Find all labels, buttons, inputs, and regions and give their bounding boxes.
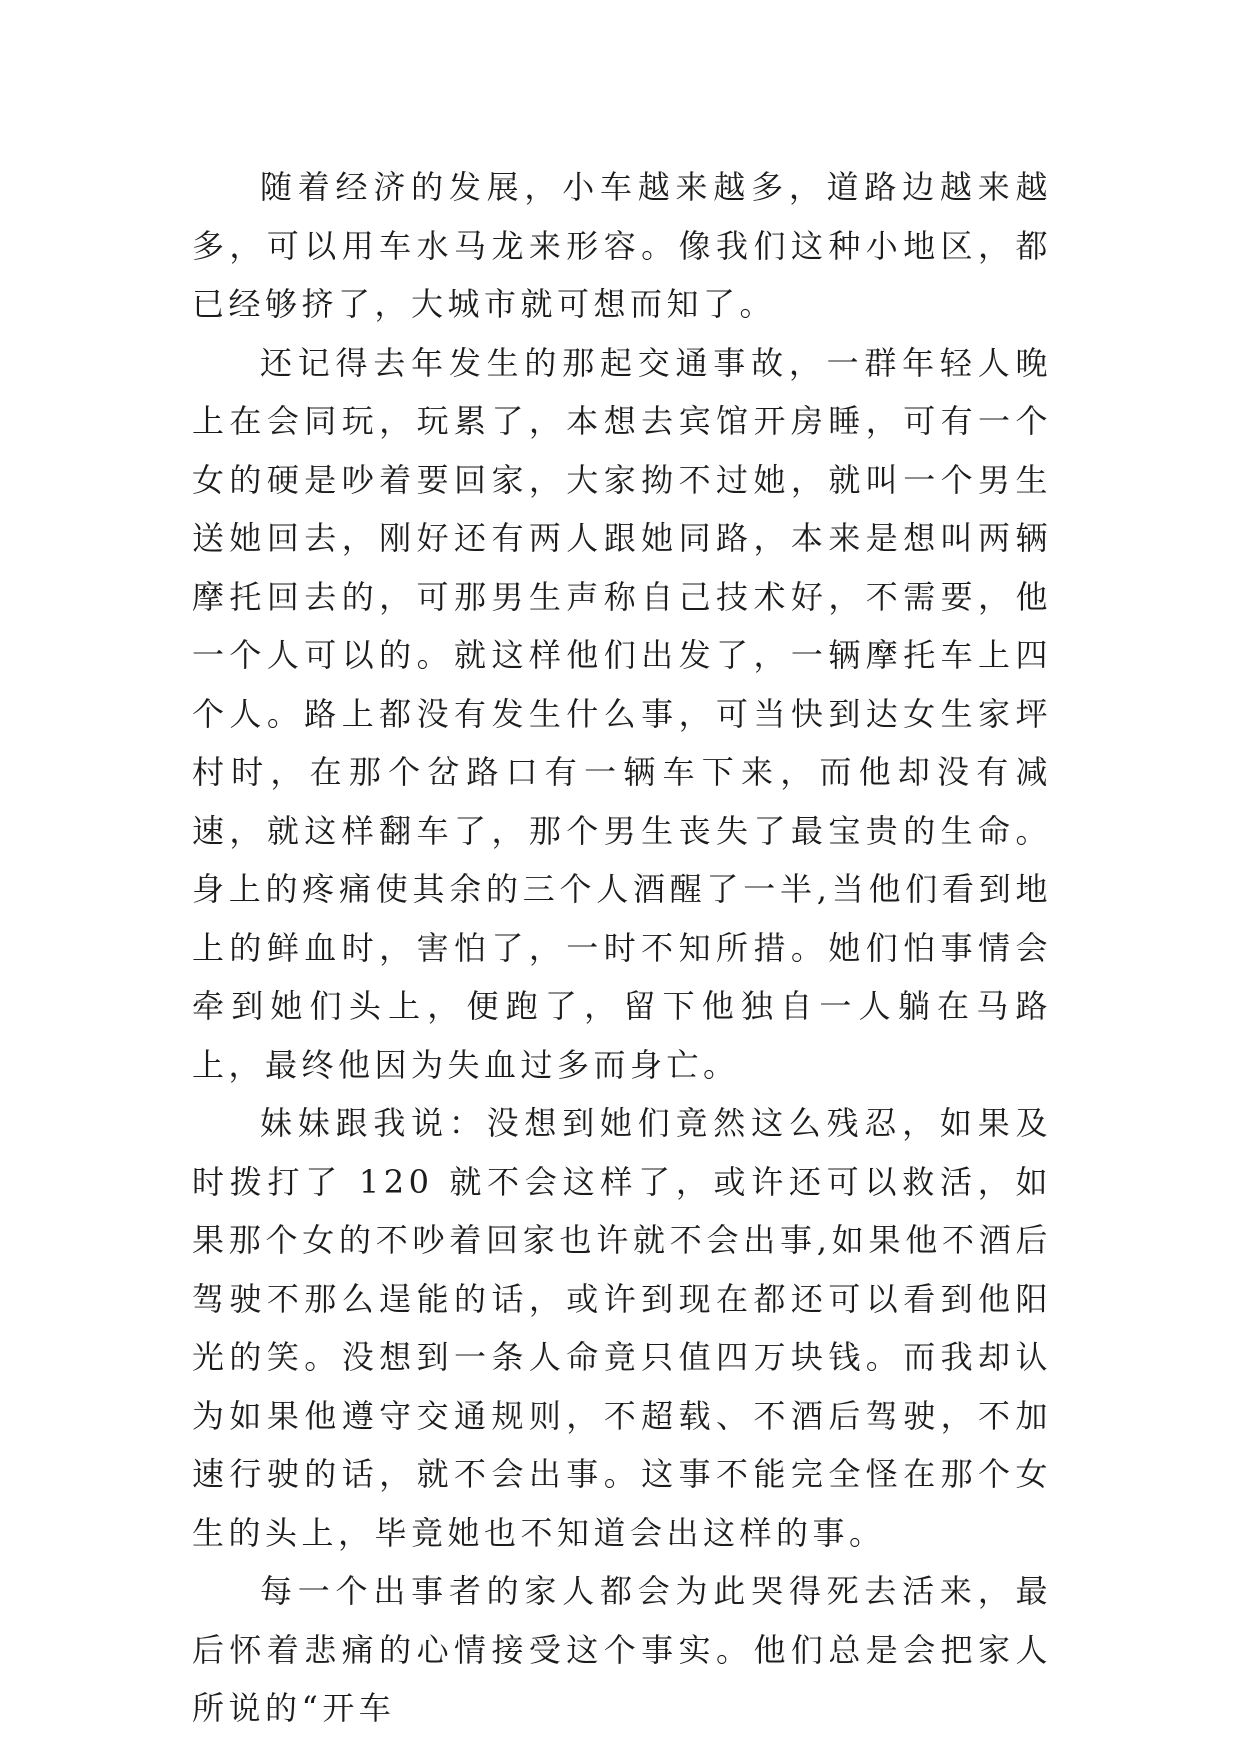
paragraph-4: 每一个出事者的家人都会为此哭得死去活来，最后怀着悲痛的心情接受这个事实。他们总是会把家人所说的“开车	[192, 1572, 1052, 1727]
paragraph-1: 随着经济的发展，小车越来越多，道路边越来越多，可以用车水马龙来形容。像我们这种小地区，都已经够挤了，大城市就可想而知了。	[192, 168, 1052, 323]
document-body	[192, 158, 1052, 1738]
paragraph-2: 还记得去年发生的那起交通事故，一群年轻人晚上在会同玩，玩累了，本想去宾馆开房睡，可有一个女的硬是吵着要回家，大家拗不过她，就叫一个男生送她回去，刚好还有两人跟她同路，本来是想叫两辆摩托回去的，可那男生声称自己技术好，不需要，他一个人可以的。就这样他们出发了，一辆摩托车上四个人。路上都没有发生什么事，可当快到达女生家坪村时，在那个岔路口有一辆车下来，而他却没有减速，就这样翻车了，那个男生丧失了最宝贵的生命。身上的疼痛使其余的三个人酒醒了一半,当他们看到地上的鲜血时，害怕了，一时不知所措。她们怕事情会牵到她们头上，便跑了，留下他独自一人躺在马路上，最终他因为失血过多而身亡。	[192, 343, 1052, 1084]
paragraph-3: 妹妹跟我说：没想到她们竟然这么残忍，如果及时拨打了 120 就不会这样了，或许还可以救活，如果那个女的不吵着回家也许就不会出事,如果他不酒后驾驶不那么逞能的话，或许到现在都还可以看到他阳光的笑。没想到一条人命竟只值四万块钱。而我却认为如果他遵守交通规则，不超载、不酒后驾驶，不加速行驶的话，就不会出事。这事不能完全怪在那个女生的头上，毕竟她也不知道会出这样的事。	[192, 1104, 1052, 1552]
